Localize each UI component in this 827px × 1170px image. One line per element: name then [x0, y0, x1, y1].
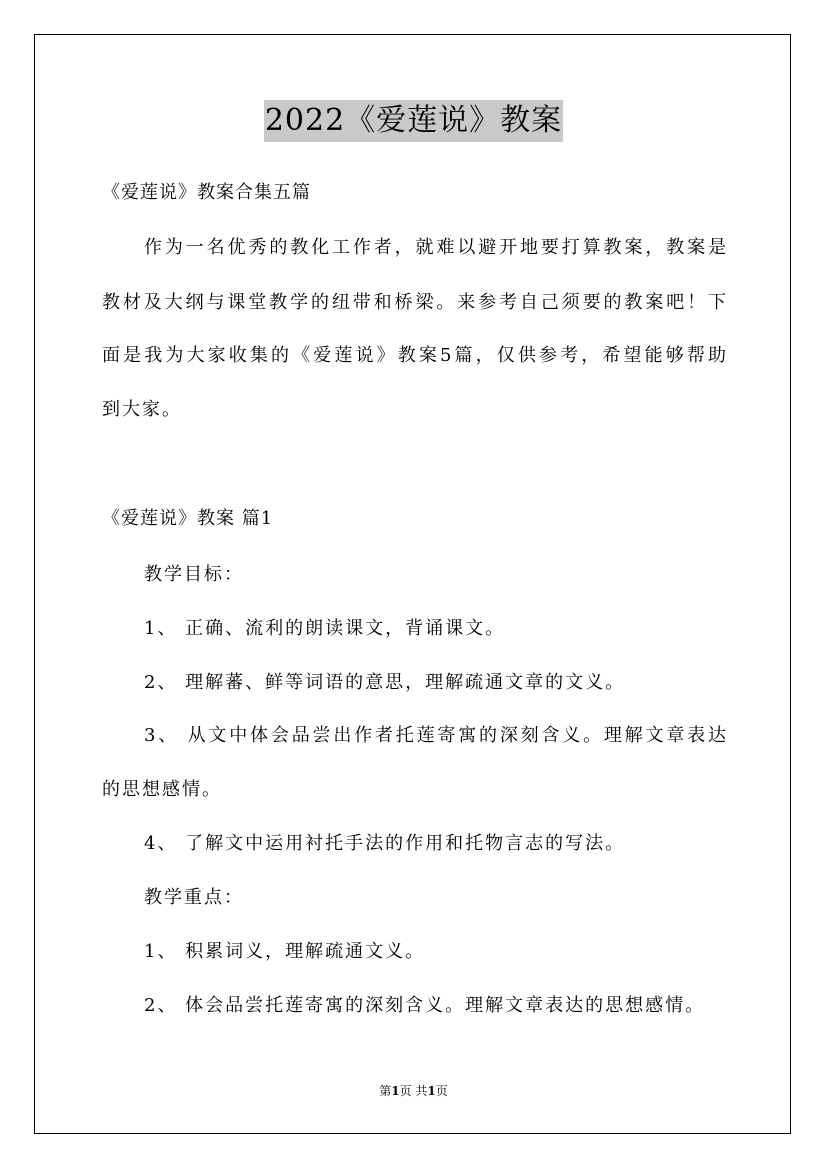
intro-line-4: 到大家。 — [102, 399, 182, 420]
footer-mid: 页 共 — [399, 1084, 428, 1098]
goal-item-4: 4、 了解文中运用衬托手法的作用和托物言志的写法。 — [144, 833, 626, 854]
section-heading: 《爱莲说》教案 篇1 — [102, 508, 274, 529]
goals-heading: 教学目标： — [144, 564, 244, 585]
intro-line-2: 教材及大纲与课堂教学的纽带和桥梁。来参考自己须要的教案吧！下 — [102, 292, 726, 313]
page-footer — [0, 1083, 827, 1099]
goal-item-3-cont: 的思想感情。 — [102, 779, 222, 800]
footer-suffix: 页 — [435, 1084, 448, 1098]
focus-heading: 教学重点： — [144, 887, 244, 908]
footer-total-pages: 1 — [427, 1084, 436, 1098]
title-container — [0, 100, 827, 142]
subtitle: 《爱莲说》教案合集五篇 — [102, 182, 311, 203]
focus-item-2: 2、 体会品尝托莲寄寓的深刻含义。理解文章表达的思想感情。 — [144, 995, 706, 1016]
goal-item-2: 2、 理解蕃、鲜等词语的意思，理解疏通文章的文义。 — [144, 672, 626, 693]
footer-prefix: 第 — [379, 1084, 392, 1098]
focus-item-1: 1、 积累词义，理解疏通文义。 — [144, 941, 426, 962]
intro-line-3: 面是我为大家收集的《爱莲说》教案5篇，仅供参考，希望能够帮助 — [102, 345, 726, 366]
goal-item-3: 3、 从文中体会品尝出作者托莲寄寓的深刻含义。理解文章表达 — [144, 725, 726, 746]
footer-current-page: 1 — [391, 1084, 400, 1098]
intro-line-1: 作为一名优秀的教化工作者，就难以避开地要打算教案，教案是 — [144, 237, 726, 258]
goal-item-1: 1、 正确、流利的朗读课文，背诵课文。 — [144, 618, 506, 639]
document-title: 2022《爱莲说》教案 — [264, 100, 563, 142]
